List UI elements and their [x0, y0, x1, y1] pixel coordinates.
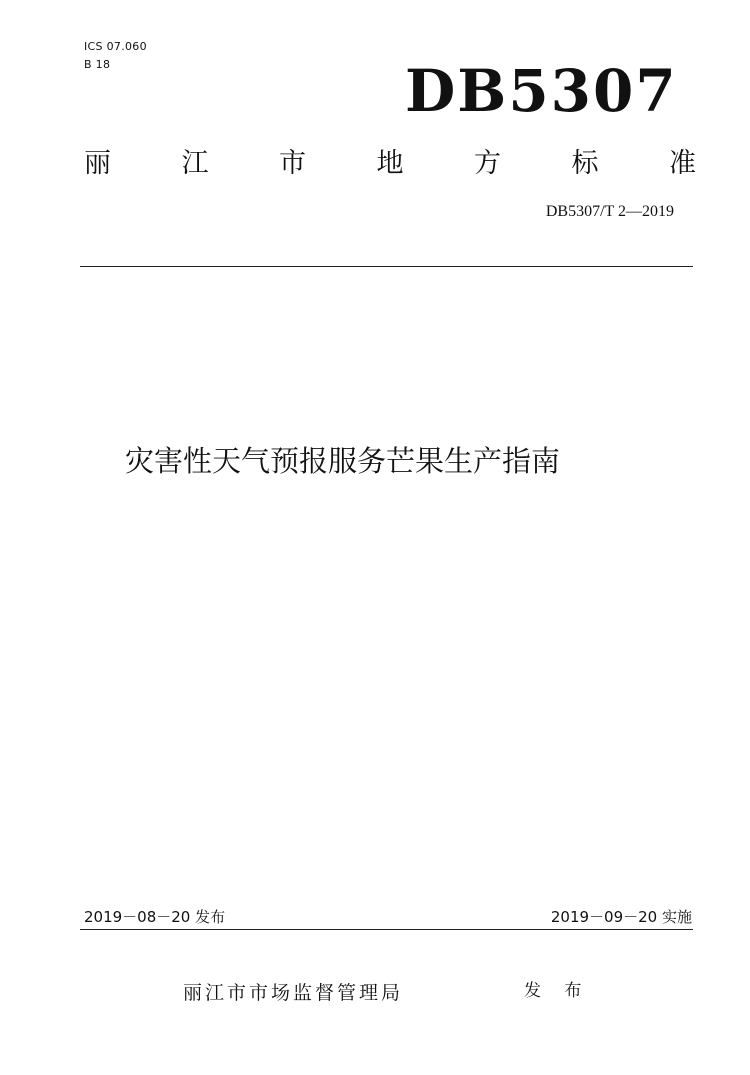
standard-type-char: 方 [474, 148, 501, 179]
issue-date: 2019－08－20 发布 [84, 908, 226, 926]
standard-type-char: 标 [571, 148, 599, 179]
standard-type-char: 准 [669, 148, 696, 179]
ics-code: ICS 07.060 [84, 40, 147, 53]
category-code: B 18 [84, 58, 111, 71]
db-code-logo: DB5307 [405, 57, 678, 125]
standard-type-char: 丽 [84, 148, 111, 179]
document-title: 灾害性天气预报服务芒果生产指南 [125, 444, 561, 478]
standard-number: DB5307/T 2—2019 [545, 203, 674, 220]
standard-type-title [84, 148, 696, 180]
top-divider [80, 266, 693, 267]
publish-label: 发 布 [524, 981, 591, 1001]
standard-type-char: 江 [181, 148, 209, 179]
standard-type-char: 地 [376, 148, 404, 179]
standard-type-char: 市 [279, 148, 306, 179]
issuing-authority: 丽江市市场监督管理局 [183, 982, 404, 1004]
bottom-divider [80, 929, 693, 930]
implementation-date: 2019－09－20 实施 [550, 908, 692, 926]
